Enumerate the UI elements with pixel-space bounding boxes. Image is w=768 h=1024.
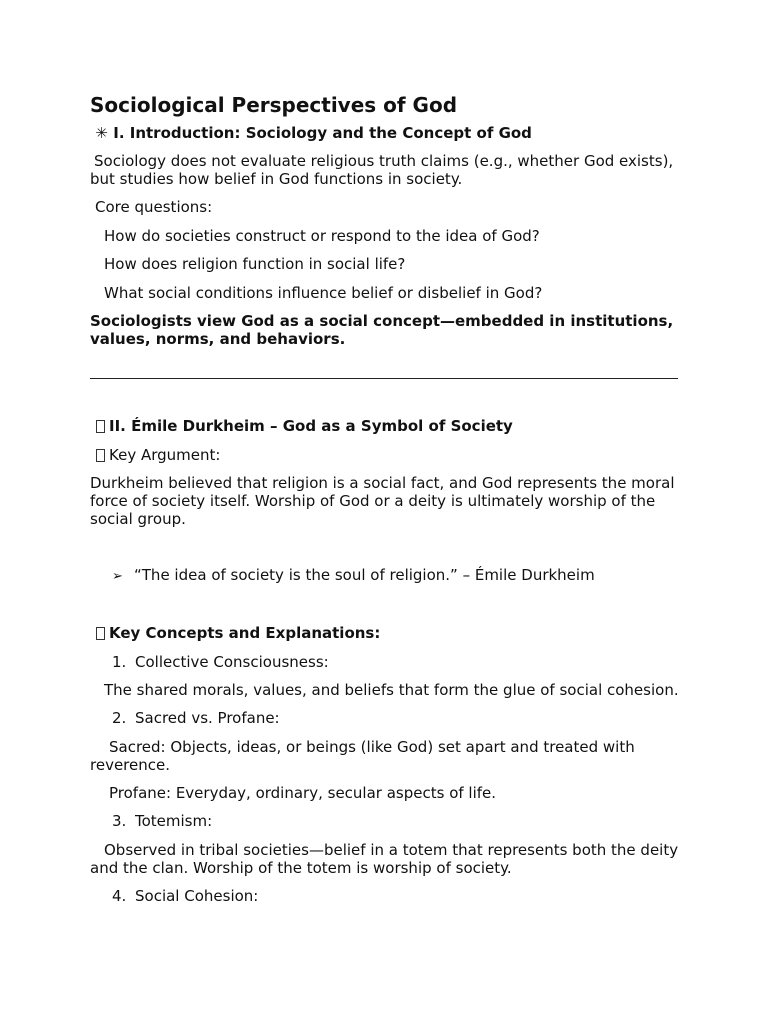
placeholder-glyph-icon xyxy=(96,627,105,640)
concept-description-profane: Profane: Everyday, ordinary, secular aspects of life. xyxy=(109,784,497,802)
arrow-bullet-icon: ➢ xyxy=(112,569,123,584)
concept-number: 1. xyxy=(112,653,127,671)
concept-item-4 xyxy=(90,887,680,905)
concept-description xyxy=(90,681,680,699)
core-question-2: How does religion function in social life? xyxy=(104,255,406,273)
durkheim-paragraph: Durkheim believed that religion is a social fact, and God represents the moral force of society itself. Worship of God or a deity is ultimately worship of the social group. xyxy=(90,474,675,528)
concept-description-text: The shared morals, values, and beliefs that form the glue of social cohesion. xyxy=(104,681,679,699)
durkheim-heading xyxy=(90,417,680,435)
placeholder-glyph-icon xyxy=(96,420,105,433)
key-argument-label xyxy=(90,446,680,464)
durkheim-heading-text: II. Émile Durkheim – God as a Symbol of Society xyxy=(109,417,513,435)
concept-number: 4. xyxy=(112,887,127,905)
durkheim-quote-text: “The idea of society is the soul of religion.” – Émile Durkheim xyxy=(134,566,595,584)
concept-label: Sacred vs. Profane: xyxy=(135,709,280,727)
document-page xyxy=(90,90,680,905)
concept-description-text: Observed in tribal societies—belief in a totem that represents both the deity and the clan. Worship of the totem is worship of society. xyxy=(90,841,679,877)
intro-bold-statement: Sociologists view God as a social concept—embedded in institutions, values, norms, and behaviors. xyxy=(90,312,674,348)
placeholder-glyph-icon xyxy=(96,449,105,462)
concept-item-3 xyxy=(90,812,680,830)
intro-paragraph-text: Sociology does not evaluate religious truth claims (e.g., whether God exists), but studies how belief in God functions in society. xyxy=(90,152,674,188)
section-divider xyxy=(90,378,678,379)
intro-heading xyxy=(90,124,680,142)
key-argument-label-text: Key Argument: xyxy=(109,446,221,464)
concept-number: 3. xyxy=(112,812,127,830)
concept-label: Social Cohesion: xyxy=(135,887,259,905)
concept-label: Collective Consciousness: xyxy=(135,653,329,671)
concept-description-text: Sacred: Objects, ideas, or beings (like God) set apart and treated with reverence. xyxy=(90,738,635,774)
concept-item-1 xyxy=(90,653,680,671)
intro-paragraph xyxy=(90,152,680,188)
asterisk-icon: ✳ xyxy=(95,124,108,142)
concept-item-2 xyxy=(90,709,680,727)
core-question-1: How do societies construct or respond to the idea of God? xyxy=(104,227,540,245)
document-title: Sociological Perspectives of God xyxy=(90,93,458,117)
concept-description xyxy=(90,841,680,877)
durkheim-quote xyxy=(90,566,680,586)
core-question-3: What social conditions influence belief or disbelief in God? xyxy=(104,284,543,302)
intro-heading-text: I. Introduction: Sociology and the Concept of God xyxy=(113,124,532,142)
core-questions-label: Core questions: xyxy=(95,198,213,216)
key-concepts-heading-text: Key Concepts and Explanations: xyxy=(109,624,381,642)
concept-number: 2. xyxy=(112,709,127,727)
key-concepts-heading xyxy=(90,624,680,642)
concept-description-sacred xyxy=(90,738,680,774)
concept-label: Totemism: xyxy=(135,812,213,830)
